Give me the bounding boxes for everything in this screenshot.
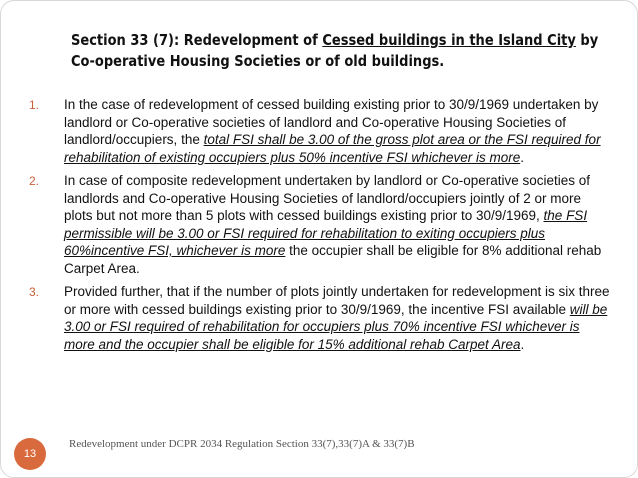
- list-item-text: Provided further, that if the number of plots jointly undertaken for redevelopment is six three or more with cessed buildings existing prior to 30/9/1969, the incentive FSI available: [64, 284, 610, 317]
- list-item: [29, 172, 611, 277]
- list-item-number: 3.: [29, 285, 40, 299]
- title-prefix: Section 33 (7): Redevelopment of: [71, 31, 323, 49]
- title-line-2: Co-operative Housing Societies or of old buildings.: [71, 52, 445, 70]
- list-item-emphasis: will be 3.00 or FSI required of rehabilitation for occupiers plus 70% incentive FSI whichever is more and the occupier shall be eligible for 15% additional rehab Carpet Area: [64, 301, 608, 352]
- list-item-emphasis: the FSI permissible will be 3.00 or FSI required for rehabilitation to exiting occupiers plus 60%incentive FSI, whichever is more: [64, 208, 588, 258]
- footer-text: Redevelopment under DCPR 2034 Regulation Section 33(7),33(7)A & 33(7)B: [69, 438, 415, 450]
- title-line-1: [71, 30, 599, 51]
- title-underlined-phrase: Cessed buildings in the Island City: [322, 31, 576, 49]
- list-item-number: 2.: [29, 174, 40, 188]
- page-number-badge: 13: [14, 438, 46, 470]
- list-item-emphasis: total FSI shall be 3.00 of the gross plot area or the FSI required for rehabilitation of existing occupiers plus 50% incentive FSI whichever is more: [64, 132, 601, 165]
- slide-title: [71, 30, 599, 72]
- list-item-text-end: .: [520, 149, 524, 165]
- list-item-text: In the case of redevelopment of cessed building existing prior to 30/9/1969 undertaken by landlord or Co-operative societies of landlord and Co-operative Housing Societies of landlord/occupiers, the: [64, 97, 599, 147]
- list-item: [29, 283, 611, 353]
- list-item: [29, 96, 611, 166]
- list-item-number: 1.: [29, 98, 40, 112]
- list-item-text-end: the occupier shall be eligible for 8% additional rehab Carpet Area.: [64, 243, 602, 276]
- title-suffix: by: [575, 31, 599, 49]
- regulation-list: [29, 96, 611, 359]
- list-item-text-end: .: [520, 336, 525, 352]
- list-item-text: In case of composite redevelopment undertaken by landlord or Co-operative societies of landlords and Co-operative Housing Societies of landlord/occupiers jointly of 2 or more plots but not more than 5 plots with cessed buildings existing prior to 30/9/1969,: [64, 173, 591, 223]
